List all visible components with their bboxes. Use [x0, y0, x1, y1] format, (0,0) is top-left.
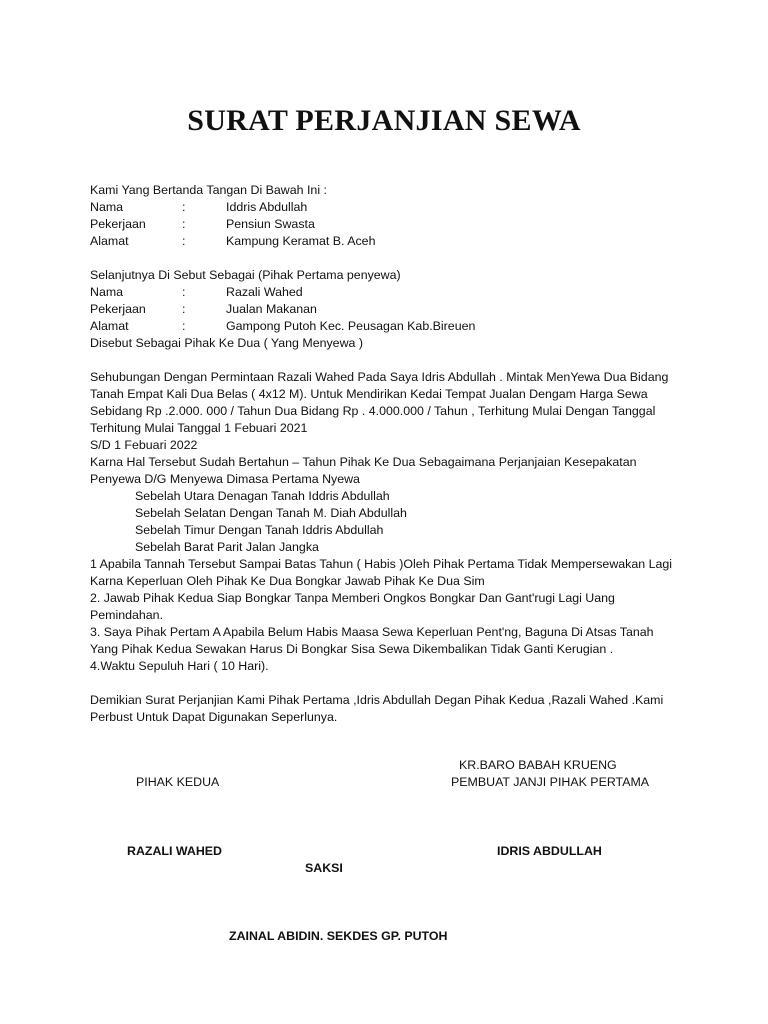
clause-line: Pemindahan. — [90, 608, 164, 622]
field-value: Razali Wahed — [226, 285, 303, 299]
second-party-address-row — [90, 318, 650, 335]
body-line: Penyewa D/G Menyewa Dimasa Pertama Nyewa — [90, 472, 360, 486]
closing-line: Perbust Untuk Dapat Digunakan Seperlunya. — [90, 710, 338, 724]
field-separator: : — [182, 319, 186, 333]
field-label: Nama — [90, 285, 124, 299]
field-value: Gampong Putoh Kec. Peusagan Kab.Bireuen — [226, 319, 476, 333]
first-party-job-row — [90, 216, 650, 233]
clause-line: Karna Keperluan Oleh Pihak Ke Dua Bongkar Jawab Pihak Ke Dua Sim — [90, 574, 485, 588]
second-intro-line: Selanjutnya Di Sebut Sebagai (Pihak Pertama penyewa) — [90, 268, 401, 282]
clause-line: Yang Pihak Kedua Sewakan Harus Di Bongkar Sisa Sewa Dikembalikan Tidak Ganti Kerugian . — [90, 642, 614, 656]
first-party-name-row — [90, 199, 650, 216]
body-line: S/D 1 Febuari 2022 — [90, 438, 198, 452]
field-value: Jualan Makanan — [226, 302, 317, 316]
right-signer-name: IDRIS ABDULLAH — [497, 844, 602, 858]
witness-label: SAKSI — [305, 861, 343, 875]
second-party-job-row — [90, 301, 650, 318]
second-party-name-row — [90, 284, 650, 301]
field-separator: : — [182, 217, 186, 231]
boundary-east: Sebelah Timur Dengan Tanah Iddris Abdullah — [135, 523, 384, 537]
body-line: Tanah Empat Kali Dua Belas ( 4x12 M). Untuk Mendirikan Kedai Tempat Jualan Dengam Harga Sewa — [90, 387, 648, 401]
closing-line: Demikian Surat Perjanjian Kami Pihak Pertama ,Idris Abdullah Degan Pihak Kedua ,Razali Wahed .Kami — [90, 693, 664, 707]
field-label: Pekerjaan — [90, 302, 146, 316]
right-signer-role: PEMBUAT JANJI PIHAK PERTAMA — [451, 775, 650, 789]
body-line: Sehubungan Dengan Permintaan Razali Wahed Pada Saya Idris Abdullah . Mintak MenYewa Dua Bidang — [90, 370, 669, 384]
signing-place: KR.BARO BABAH KRUENG — [459, 758, 617, 772]
body-line: Sebidang Rp .2.000. 000 / Tahun Dua Bidang Rp . 4.000.000 / Tahun , Terhitung Mulai Dengan Tanggal — [90, 404, 656, 418]
first-party-address-row — [90, 233, 650, 250]
document-title: SURAT PERJANJIAN SEWA — [187, 104, 581, 137]
body-line: Terhitung Mulai Tanggal 1 Febuari 2021 — [90, 421, 308, 435]
field-separator: : — [182, 200, 186, 214]
boundary-north: Sebelah Utara Denagan Tanah Iddris Abdullah — [135, 489, 390, 503]
clause-line: 4.Waktu Sepuluh Hari ( 10 Hari). — [90, 659, 269, 673]
clause-line: 1 Apabila Tannah Tersebut Sampai Batas Tahun ( Habis )Oleh Pihak Pertama Tidak Mempersewakan Lagi — [90, 557, 673, 571]
witness-name: ZAINAL ABIDIN. SEKDES GP. PUTOH — [229, 929, 448, 943]
left-signer-name: RAZALI WAHED — [127, 844, 222, 858]
field-value: Kampung Keramat B. Aceh — [226, 234, 376, 248]
left-signer-role: PIHAK KEDUA — [136, 775, 220, 789]
field-separator: : — [182, 285, 186, 299]
field-label: Alamat — [90, 319, 129, 333]
field-label: Nama — [90, 200, 124, 214]
field-separator: : — [182, 302, 186, 316]
second-party-note: Disebut Sebagai Pihak Ke Dua ( Yang Menyewa ) — [90, 336, 363, 350]
field-label: Pekerjaan — [90, 217, 146, 231]
clause-line: 2. Jawab Pihak Kedua Siap Bongkar Tanpa Memberi Ongkos Bongkar Dan Gant'rugi Lagi Uang — [90, 591, 615, 605]
field-separator: : — [182, 234, 186, 248]
field-label: Alamat — [90, 234, 129, 248]
body-line: Karna Hal Tersebut Sudah Bertahun – Tahun Pihak Ke Dua Sebagaimana Perjanjaian Kesepakatan — [90, 455, 637, 469]
boundary-south: Sebelah Selatan Dengan Tanah M. Diah Abdullah — [135, 506, 407, 520]
boundary-west: Sebelah Barat Parit Jalan Jangka — [135, 540, 319, 554]
intro-line: Kami Yang Bertanda Tangan Di Bawah Ini : — [90, 183, 327, 197]
field-value: Pensiun Swasta — [226, 217, 315, 231]
clause-line: 3. Saya Pihak Pertam A Apabila Belum Habis Maasa Sewa Keperluan Pent'ng, Baguna Di Atsas Tanah — [90, 625, 654, 639]
field-value: Iddris Abdullah — [226, 200, 308, 214]
